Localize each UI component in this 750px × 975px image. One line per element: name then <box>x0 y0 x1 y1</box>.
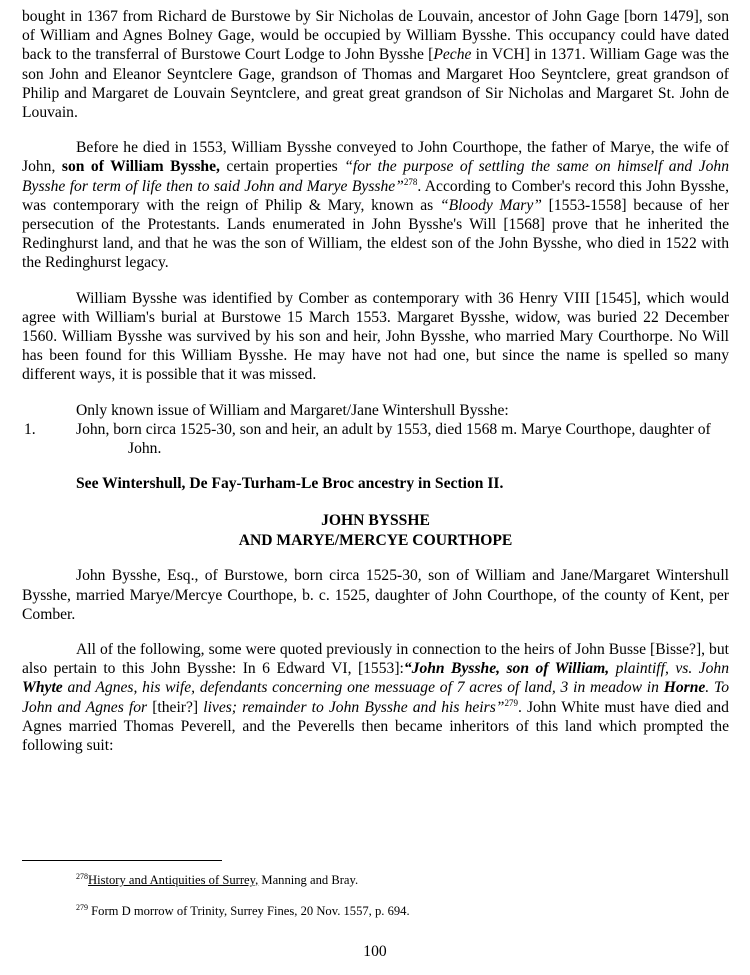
paragraph-william-burial: William Bysshe was identified by Comber as contemporary with 36 Henry VIII [1545], which would agree with William's burial at Burstowe 15 March 1553. Margaret Bysshe, widow, was buried 22 December 1560. William Bysshe was survived by his son and heir, John Bysshe, who married Mary Courthorpe. No Will has been found for this William Bysshe. He may have not had one, but since the name is spelled so many different ways, it is possible that it was missed. <box>22 289 729 384</box>
paragraph-william-conveyance: Before he died in 1553, William Bysshe conveyed to John Courthope, the father of Marye, the wife of John, son of William Bysshe, certain properties “for the purpose of settling the same on himself and John Bysshe for term of life then to said John and Marye Bysshe”$^{278}$. According to Comber's record this John Bysshe, was contemporary with the reign of Philip & Mary, known as “Bloody Mary” [1553-1558] because of her persecution of the Protestants. Lands enumerated in John Bysshe's Will [1568] prove that he inherited the Redinghurst land, and that he was the son of William, the eldest son of the John Bysshe, who died in 1522 with the Redinghurst legacy. <box>22 139 730 272</box>
paragraph-edward-vi-suit: All of the following, some were quoted previously in connection to the heirs of John Busse [Bisse?], but also pertain to this John Bysshe: In 6 Edward VI, [1553]:“John Bysshe, son of William, plaintiff, vs. John Whyte and Agnes, his wife, defendants concerning one messuage of 7 acres of land, 3 in meadow in Horne. To John and Agnes for [their?] lives; remainder to John Bysshe and his heirs”$^{279}$. John White must have died and Agnes married Thomas Peverell, and the Peverells then became inheritors of this land which prompted the following suit: <box>22 641 730 755</box>
footnote-divider <box>22 860 222 861</box>
footnote-278: $^{278}$History and Antiquities of Surrey, Manning and Bray. <box>76 872 359 887</box>
paragraph-john-bysshe-marriage: John Bysshe, Esq., of Burstowe, born circa 1525-30, son of William and Jane/Margaret Wintershull Bysshe, married Marye/Mercye Courthope, b. c. 1525, daughter of John Courthope, of the county of Kent, per Comber. <box>22 567 729 623</box>
see-also-note: See Wintershull, De Fay-Turham-Le Broc ancestry in Section II. <box>76 475 504 493</box>
document-body <box>22 7 729 755</box>
issue-heading: Only known issue of William and Margaret/Jane Wintershull Bysshe: <box>76 401 509 419</box>
page-number: 100 <box>363 943 387 960</box>
section-heading-line-2: AND MARYE/MERCYE COURTHOPE <box>238 531 513 549</box>
section-heading-line-1: JOHN BYSSHE <box>321 512 430 530</box>
footnote-279: $^{279}$ Form D morrow of Trinity, Surrey Fines, 20 Nov. 1557, p. 694. <box>76 903 410 918</box>
issue-item: 1. John, born circa 1525-30, son and heir, an adult by 1553, died 1568 m. Marye Courthope, daughter of John. <box>24 420 711 458</box>
section-heading <box>22 511 729 550</box>
paragraph-gage-occupancy: bought in 1367 from Richard de Burstowe by Sir Nicholas de Louvain, ancestor of John Gage [born 1479], son of William and Agnes Bolney Gage, would be occupied by William Bysshe. This occupancy could have dated back to the transferral of Burstowe Court Lodge to John Bysshe [Peche in VCH] in 1371. William Gage was the son John and Eleanor Seyntclere Gage, grandson of Thomas and Margaret Hoo Seyntclere, great grandson of Philip and Margaret de Louvain Seyntclere, and great great grandson of Sir Nicholas and Margaret St. John de Louvain. <box>22 8 729 122</box>
footnote-ref-279[interactable]: 279 <box>504 697 518 708</box>
footnote-ref-278[interactable]: 278 <box>403 176 418 187</box>
